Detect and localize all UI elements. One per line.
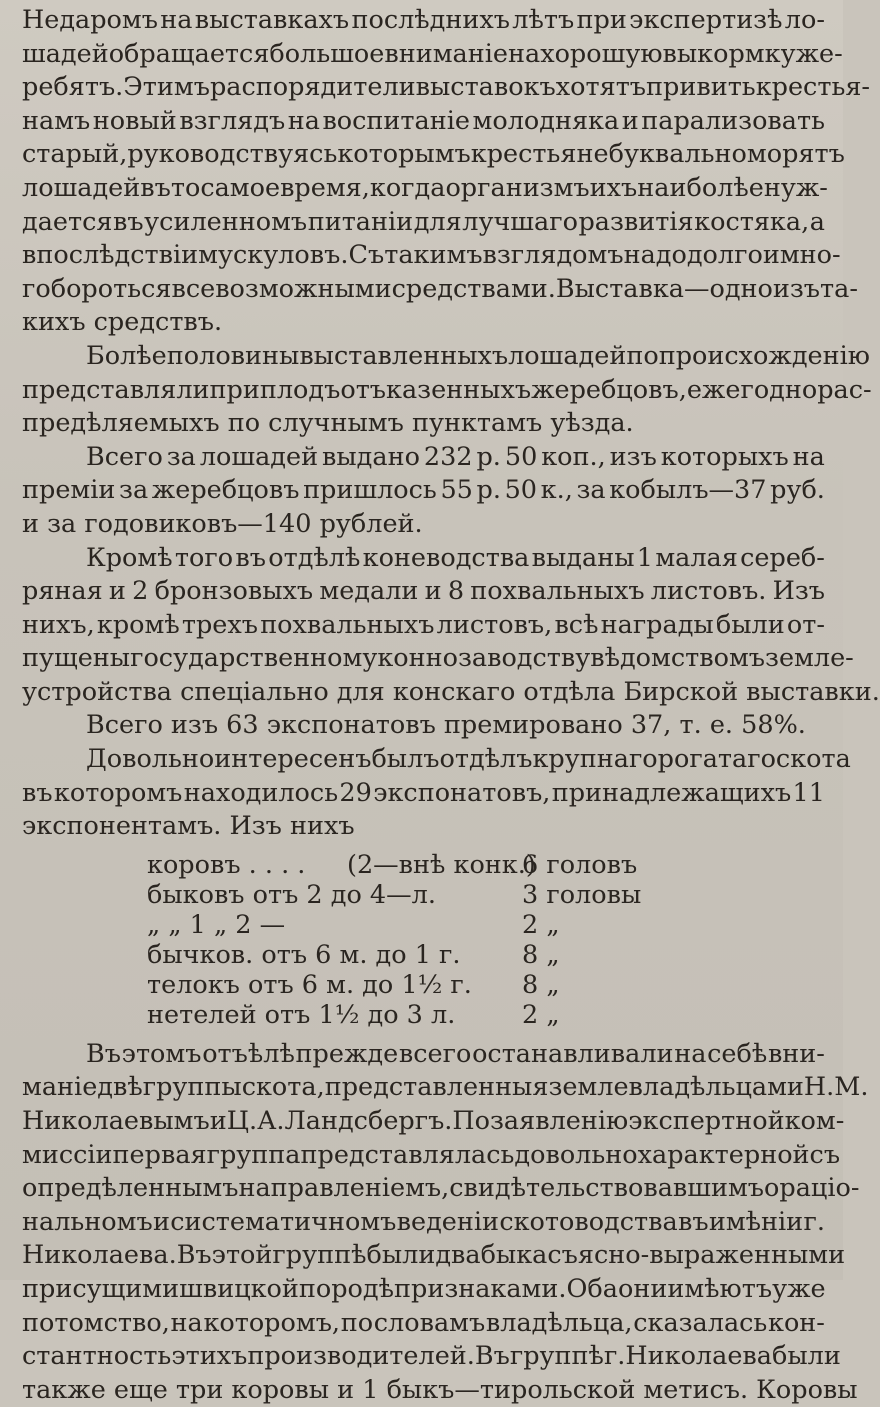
text-line: пущены государственному коннозаводству вѣдомствомъ земле- [22,643,854,674]
text-line: ряная и 2 бронзовыхъ медали и 8 похвальныхъ листовъ. Изъ [22,576,825,607]
table-row [147,970,825,1000]
text-line: Николаевымъ и Ц. А. Ландсбергъ. По заявленію экспертной ком- [22,1106,845,1137]
table-cell: (2—внѣ конк.) [347,849,536,880]
text-line: маніе двѣ группы скота, представленныя землевладѣльцами Н. М. [22,1072,869,1103]
text-line: въ которомъ находилось 29 экспонатовъ, принадлежащихъ 11 [22,777,825,808]
cattle-table [22,850,825,1030]
text-line: Довольно интересенъ былъ отдѣлъ крупнаго рогатаго скота [86,744,851,775]
text-line: потомство, на которомъ, по словамъ владѣльца, сказалась кон- [22,1307,825,1338]
text-line: Всего изъ 63 экспонатовъ премировано 37, т. е. 58%. [86,710,806,741]
text-line: преміи за жеребцовъ пришлось 55 р. 50 к., за кобылъ—37 руб. [22,475,825,506]
table-row [147,910,825,940]
text-line: старый, руководствуясь которымъ крестьяне буквально морятъ [22,139,845,170]
text-line: присущими швицкой породѣ признаками. Оба они имѣютъ уже [22,1274,826,1304]
text-line: предѣляемыхъ по случнымъ пунктамъ уѣзда. [22,408,634,439]
text-line: Недаромъ на выставкахъ послѣднихъ лѣтъ при экспертизѣ ло- [22,5,825,35]
table-cell: „ „ 1 „ 2 — [147,909,286,940]
text-line: Всего за лошадей выдано 232 р. 50 коп., изъ которыхъ на [86,441,825,472]
text-line: миссіи первая группа представлялась довольно характерной съ [22,1139,841,1170]
text-line: опредѣленнымъ направленіемъ, свидѣтельствовавшимъ о раціо- [22,1173,860,1204]
text-line: нальномъ и систематичномъ веденіи скотоводства въ имѣніи г. [22,1206,825,1237]
table-cell: бычков. отъ 6 м. до 1 г. [147,939,461,970]
text-line: стантность этихъ производителей. Въ группѣ г. Николаева были [22,1341,841,1372]
table-cell: быковъ отъ 2 до 4—л. [147,879,436,910]
table-cell: 8 „ [522,969,560,1000]
table-row [147,880,825,910]
table-cell: телокъ отъ 6 м. до 1½ г. [147,969,472,1000]
text-line: устройства спеціально для конскаго отдѣла Бирской выставки. [22,676,880,707]
text-line: ребятъ. Этимъ распорядители выставокъ хотятъ привить крестья- [22,72,871,103]
table-cell: 2 „ [522,909,560,940]
table-cell: 6 головъ [522,849,638,880]
text-line: го бороться всевозможными средствами. Выставка—одно изъ та- [22,273,858,304]
text-line: кихъ средствъ. [22,307,223,338]
text-line: Болѣе половины выставленныхъ лошадей по происхожденію [86,340,870,371]
table-cell: 2 „ [522,999,560,1030]
text-line: также еще три коровы и 1 быкъ—тирольской метисъ. Коровы [22,1374,858,1405]
text-line: Кромѣ того въ отдѣлѣ коневодства выданы 1 малая сереб- [86,542,825,573]
text-line: шадей обращается большое вниманіе на хорошую выкормку же- [22,38,843,69]
text-line: намъ новый взглядъ на воспитаніе молодняка и парализовать [22,105,825,136]
text-line: и за годовиковъ—140 рублей. [22,508,423,539]
table-cell: 3 головы [522,879,642,910]
text-line: нихъ, кромѣ трехъ похвальныхъ листовъ, всѣ награды были от- [22,609,825,640]
text-line: Въ этомъ отъѣлѣ прежде всего останавливали на себѣ вни- [86,1038,825,1069]
text-line: впослѣдствіи мускуловъ. Съ такимъ взглядомъ надо долго и мно- [22,240,841,271]
table-row [147,1000,825,1030]
table-cell: 8 „ [522,939,560,970]
text-line: лошадей въ то самое время, когда организмъ ихъ наиболѣе нуж- [22,172,828,203]
table-cell: нетелей отъ 1½ до 3 л. [147,999,456,1030]
text-line: дается въ усиленномъ питаніи для лучшаго развитія костяка, а [22,206,825,237]
text-line: Николаева. Въ этой группѣ были два быка съ ясно-выраженными [22,1240,846,1271]
table-cell: коровъ . . . . [147,849,306,880]
text-line: представляли приплодъ отъ казенныхъ жеребцовъ, ежегодно рас- [22,374,872,405]
table-row [147,850,825,880]
text-line: экспонентамъ. Изъ нихъ [22,811,355,842]
table-row [147,940,825,970]
